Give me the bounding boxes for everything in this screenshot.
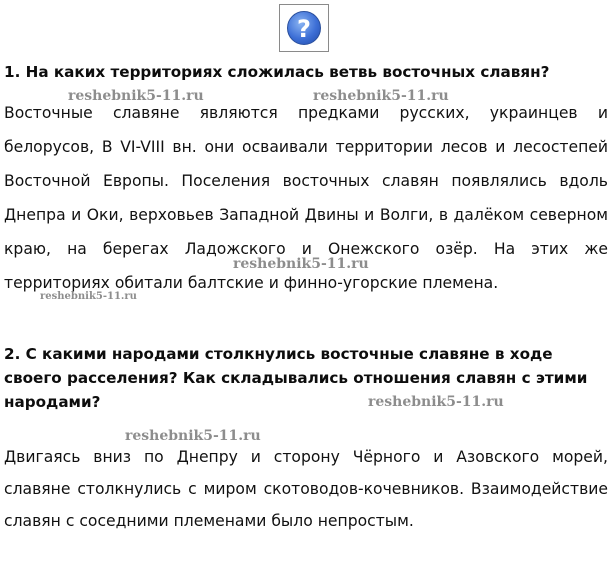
question-1-answer: Восточные славяне являются предками русских, украинцев и белорусов, В VI-VIII вн. они осваивали территории лесов и лесостепей Восточной Европы. Поселения восточных славян появлялись вдоль Днепра и Оки, верховьев Западной Двины и Волги, в далёком северном краю, на берегах Ладожского и Онежского озёр. На этих же территориях обитали балтские и финно-угорские племена.	[4, 104, 608, 292]
watermark-text: reshebnik5-11.ru	[313, 88, 449, 104]
watermark-text: reshebnik5-11.ru	[368, 394, 504, 410]
watermark-text: reshebnik5-11.ru	[68, 88, 204, 104]
question-2-heading: 2. С какими народами столкнулись восточные славяне в ходе своего расселения? Как складывались отношения славян с этими народами?	[4, 345, 588, 411]
watermark-text: reshebnik5-11.ru	[233, 256, 369, 272]
watermark-text: reshebnik5-11.ru	[125, 428, 261, 444]
question-1-heading: 1. На каких территориях сложилась ветвь восточных славян?	[4, 63, 550, 81]
question-icon	[287, 11, 321, 45]
watermark-text: reshebnik5-11.ru	[40, 291, 137, 302]
question-icon-frame	[279, 4, 329, 52]
question-2-answer: Двигаясь вниз по Днепру и сторону Чёрного и Азовского морей, славяне столкнулись с миром скотоводов-кочевников. Взаимодействие славян с соседними племенами было непростым.	[4, 448, 608, 530]
question-mark-glyph: ?	[297, 15, 311, 43]
